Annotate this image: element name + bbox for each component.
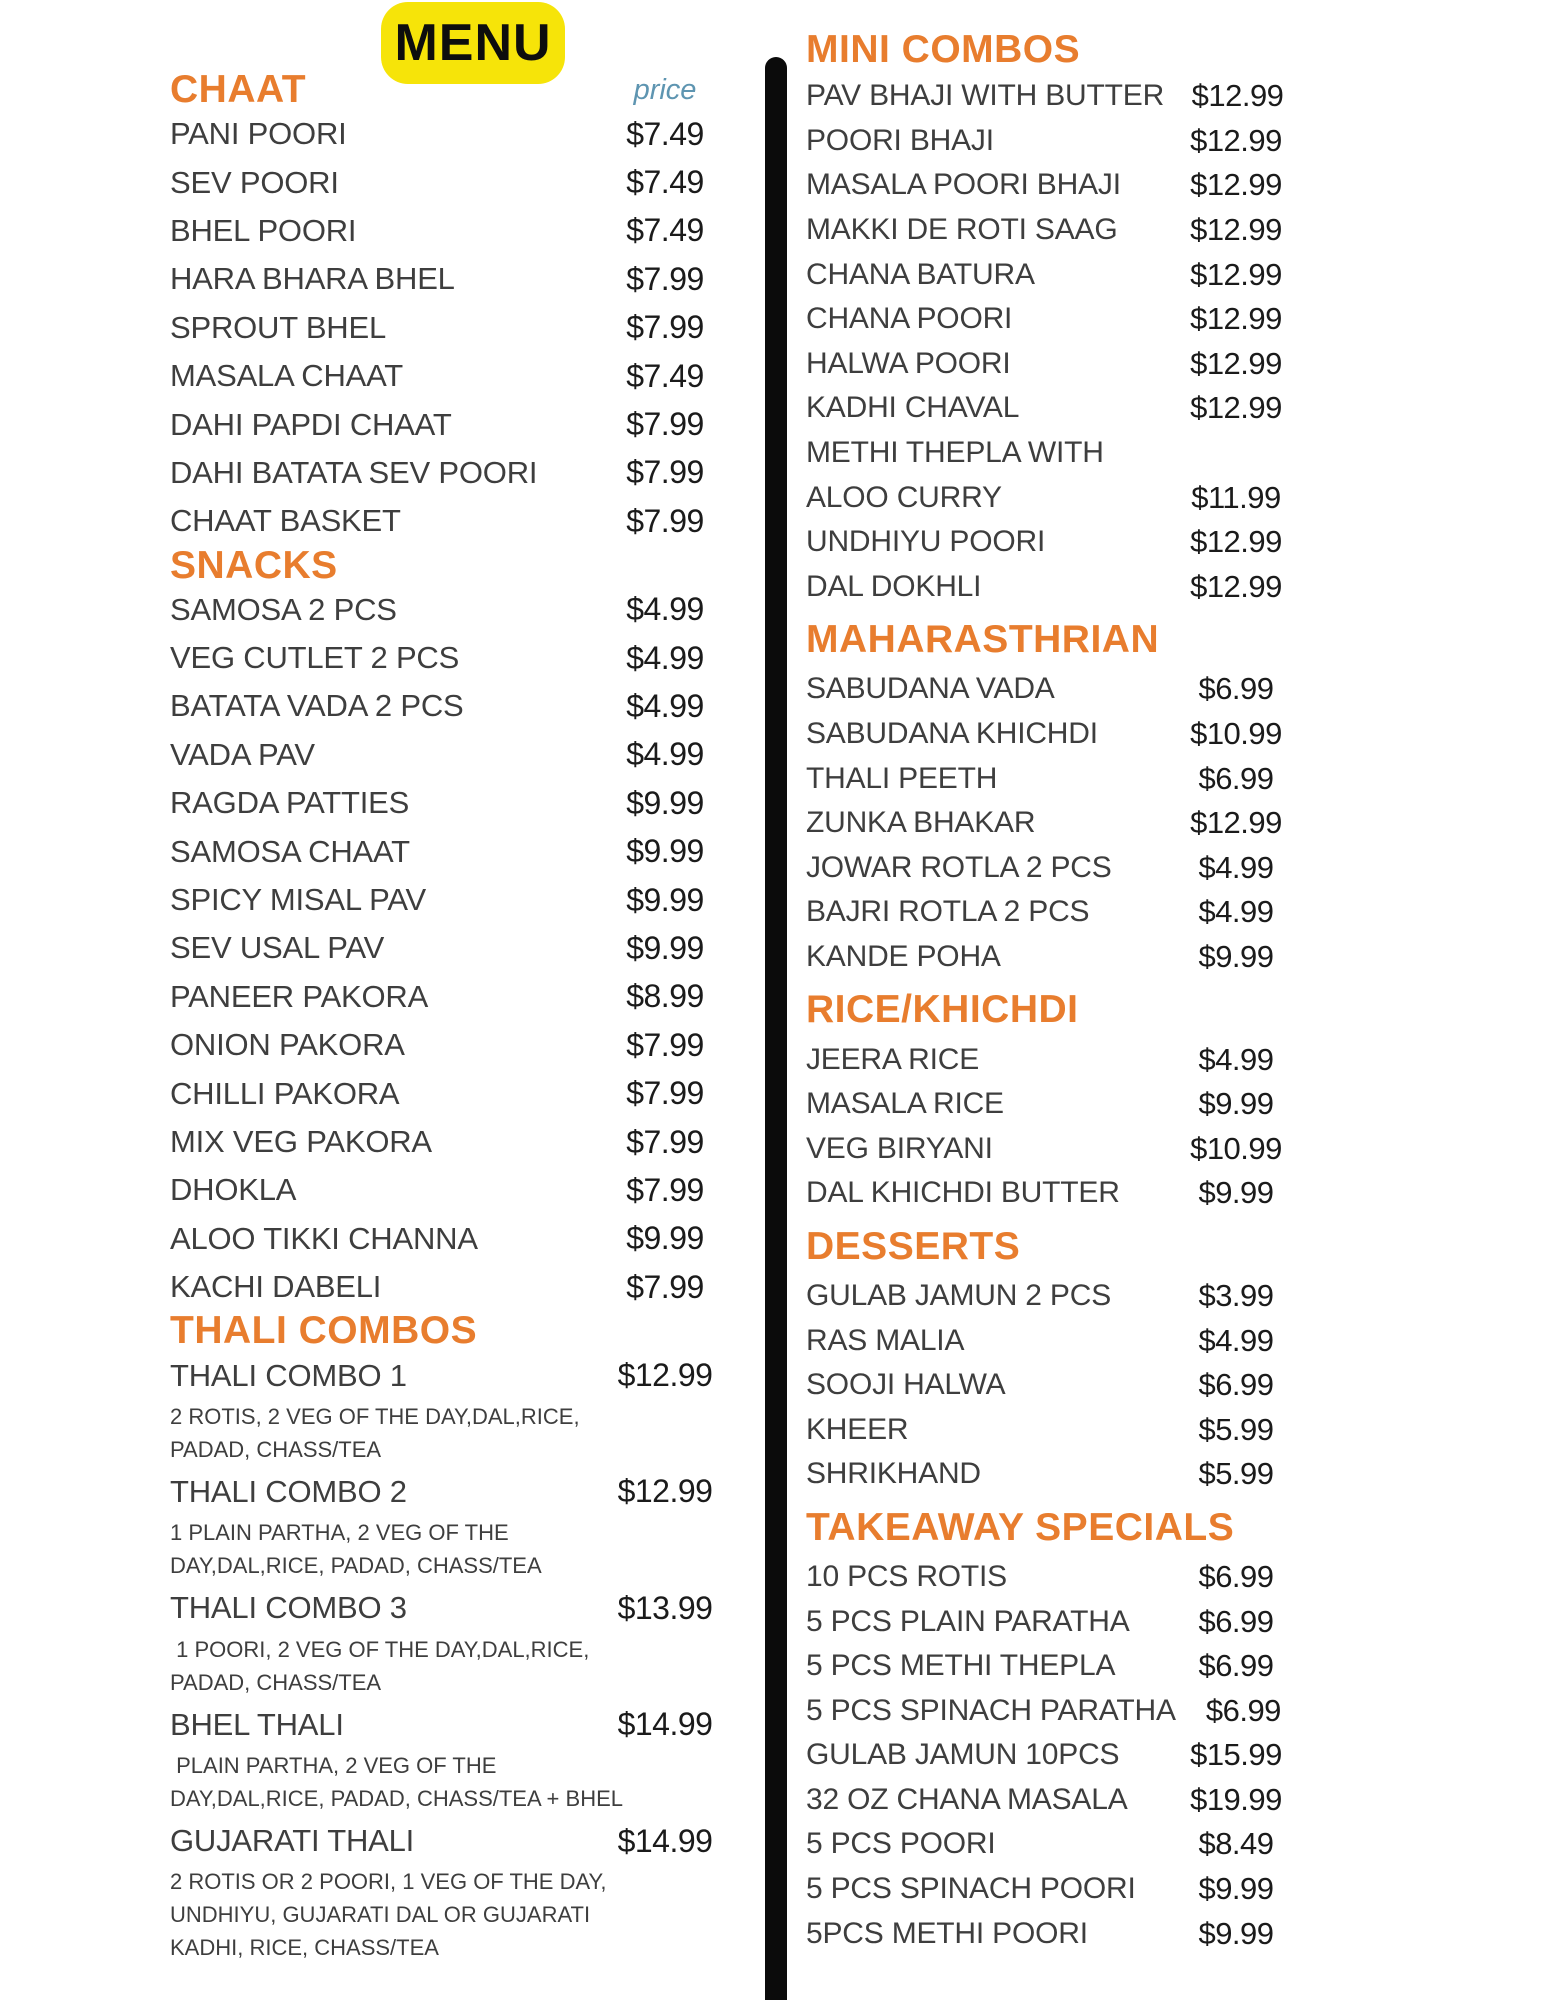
menu-item — [170, 924, 730, 972]
menu-item-name: SHRIKHAND — [806, 1457, 981, 1491]
menu-item-price: $7.49 — [626, 115, 704, 152]
menu-item — [170, 1069, 730, 1117]
menu-item — [170, 207, 730, 255]
menu-item-price: $12.99 — [1190, 568, 1282, 604]
menu-item-name: 5 PCS PLAIN PARATHA — [806, 1604, 1130, 1638]
menu-item-name: 5 PCS METHI THEPLA — [806, 1649, 1116, 1683]
menu-item-price: $9.99 — [626, 784, 704, 821]
menu-item — [170, 1021, 730, 1069]
menu-item — [170, 973, 730, 1021]
menu-item-price: $9.99 — [1198, 1915, 1274, 1951]
menu-item-row — [170, 1817, 730, 1865]
menu-item-price: $13.99 — [617, 1589, 713, 1626]
menu-item-price: $14.99 — [617, 1822, 713, 1859]
menu-item-row — [170, 1118, 730, 1166]
menu-item-row — [170, 352, 730, 400]
menu-item — [170, 255, 730, 303]
menu-item-name: 5 PCS SPINACH POORI — [806, 1872, 1136, 1906]
menu-item-row — [170, 1069, 730, 1117]
menu-item — [806, 386, 1311, 431]
menu-item-row — [170, 400, 730, 448]
menu-item-price: $9.99 — [626, 929, 704, 966]
menu-item-price: $7.99 — [626, 1171, 704, 1208]
menu-item — [170, 586, 730, 634]
section-title: SNACKS — [170, 543, 338, 587]
menu-item — [806, 342, 1311, 387]
section-title: MINI COMBOS — [806, 28, 1081, 71]
section-title: MAHARASTHRIAN — [806, 618, 1160, 662]
menu-item-price: $6.99 — [1198, 1367, 1274, 1403]
menu-item-name: ONION PAKORA — [170, 1027, 405, 1063]
menu-item-name: JOWAR ROTLA 2 PCS — [806, 850, 1112, 884]
menu-item — [806, 801, 1311, 846]
menu-item-name: 10 PCS ROTIS — [806, 1559, 1007, 1593]
menu-item-name: GULAB JAMUN 10PCS — [806, 1738, 1120, 1772]
menu-item — [806, 1126, 1311, 1171]
menu-item-row — [170, 924, 730, 972]
section-title: THALI COMBOS — [170, 1309, 478, 1353]
menu-item-row — [170, 1351, 730, 1399]
menu-item-description: 1 PLAIN PARTHA, 2 VEG OF THE — [170, 1520, 509, 1546]
menu-item-name: KHEER — [806, 1412, 909, 1446]
menu-item-price: $6.99 — [1198, 760, 1274, 796]
menu-item-description: 1 POORI, 2 VEG OF THE DAY,DAL,RICE, — [170, 1636, 590, 1662]
menu-item — [806, 1822, 1311, 1867]
menu-item — [806, 846, 1311, 891]
menu-item-row — [806, 1407, 1311, 1452]
menu-item-row — [170, 586, 730, 634]
menu-item-price: $7.99 — [626, 1026, 704, 1063]
menu-item-row — [806, 1688, 1311, 1733]
menu-item — [170, 827, 730, 875]
menu-item-name: CHANA BATURA — [806, 257, 1035, 291]
menu-item-row — [806, 252, 1311, 297]
menu-item — [806, 520, 1311, 565]
menu-item-row — [170, 682, 730, 730]
menu-item-name: MAKKI DE ROTI SAAG — [806, 213, 1118, 247]
menu-item-name: THALI COMBO 1 — [170, 1357, 407, 1393]
menu-section — [806, 617, 1311, 979]
menu-item-name: UNDHIYU POORI — [806, 525, 1046, 559]
menu-item-name: RAGDA PATTIES — [170, 785, 410, 821]
menu-item-price: $9.99 — [626, 881, 704, 918]
menu-item-price: $12.99 — [617, 1473, 713, 1510]
menu-item-name: CHAAT BASKET — [170, 503, 401, 539]
menu-item-row — [170, 1263, 730, 1311]
menu-item — [806, 890, 1311, 935]
menu-item-price: $7.99 — [626, 260, 704, 297]
menu-item-name: VADA PAV — [170, 736, 315, 772]
menu-item-row — [806, 1644, 1311, 1689]
menu-item-row — [806, 667, 1311, 712]
menu-item — [170, 1817, 730, 1964]
menu-item-row — [170, 876, 730, 924]
menu-item — [170, 158, 730, 206]
menu-item-name: BHEL POORI — [170, 212, 357, 248]
menu-item — [806, 565, 1311, 610]
menu-item — [806, 1171, 1311, 1216]
menu-item-row — [806, 1171, 1311, 1216]
menu-item-name: THALI COMBO 2 — [170, 1473, 407, 1509]
menu-item-name: DHOKLA — [170, 1172, 297, 1208]
menu-item-name: MASALA POORI BHAJI — [806, 168, 1121, 202]
menu-item-row — [806, 1363, 1311, 1408]
menu-item-name: SOOJI HALWA — [806, 1368, 1006, 1402]
menu-item-name: 5 PCS POORI — [806, 1827, 996, 1861]
menu-item-row — [806, 756, 1311, 801]
menu-item-row — [170, 634, 730, 682]
menu-item-description: UNDHIYU, GUJARATI DAL OR GUJARATI — [170, 1902, 591, 1928]
menu-item — [170, 304, 730, 352]
menu-item-name: MIX VEG PAKORA — [170, 1124, 432, 1159]
menu-item — [170, 1584, 730, 1698]
menu-item-row — [806, 890, 1311, 935]
menu-item — [806, 756, 1311, 801]
menu-item-name: DAHI PAPDI CHAAT — [170, 406, 452, 442]
menu-section — [806, 28, 1311, 609]
menu-item-row — [806, 1452, 1311, 1497]
menu-item-name: 32 OZ CHANA MASALA — [806, 1782, 1128, 1816]
menu-item-row — [806, 1037, 1311, 1082]
menu-item-price: $9.99 — [1198, 1871, 1274, 1907]
menu-item-name: DAHI BATATA SEV POORI — [170, 454, 538, 490]
menu-item-name: SAMOSA 2 PCS — [170, 591, 397, 627]
menu-item-description: 2 ROTIS, 2 VEG OF THE DAY,DAL,RICE, — [170, 1403, 580, 1429]
menu-item-price: $7.99 — [626, 502, 704, 539]
menu-item-price: $7.99 — [626, 1075, 704, 1112]
menu-item-row — [170, 779, 730, 827]
menu-item — [806, 74, 1311, 119]
menu-item — [170, 876, 730, 924]
menu-item — [806, 1318, 1311, 1363]
menu-item-name: POORI BHAJI — [806, 123, 994, 157]
menu-item — [806, 1688, 1311, 1733]
menu-item-name: ALOO TIKKI CHANNA — [170, 1220, 478, 1256]
menu-item-price: $10.99 — [1190, 716, 1282, 752]
menu-item-price: $7.49 — [626, 164, 704, 201]
menu-item-row — [806, 520, 1311, 565]
menu-item — [170, 1166, 730, 1214]
menu-badge-label: MENU — [394, 14, 552, 72]
menu-item-price: $9.99 — [626, 833, 704, 870]
menu-item-name: SABUDANA KHICHDI — [806, 717, 1098, 751]
menu-item-price: $12.99 — [617, 1357, 713, 1394]
menu-item-price: $4.99 — [1198, 1322, 1274, 1358]
menu-item-price: $7.99 — [626, 406, 704, 443]
price-column-label: price — [633, 74, 697, 106]
menu-item — [806, 1082, 1311, 1127]
menu-item-name: JEERA RICE — [806, 1042, 980, 1076]
menu-item-description: PLAIN PARTHA, 2 VEG OF THE — [170, 1752, 497, 1778]
menu-item-price: $9.99 — [1198, 1175, 1274, 1211]
menu-item-name: BHEL THALI — [170, 1706, 344, 1742]
menu-item — [806, 163, 1311, 208]
menu-item-name: MASALA CHAAT — [170, 358, 404, 394]
menu-column-right — [806, 28, 1311, 1956]
menu-item — [170, 1215, 730, 1263]
menu-item — [806, 1407, 1311, 1452]
section-title: RICE/KHICHDI — [806, 988, 1079, 1032]
menu-item — [170, 1701, 730, 1815]
menu-item — [170, 1351, 730, 1465]
menu-item-row — [170, 731, 730, 779]
menu-item-description: 2 ROTIS OR 2 POORI, 1 VEG OF THE DAY, — [170, 1869, 607, 1895]
menu-item-price: $7.99 — [626, 454, 704, 491]
menu-item-row — [806, 1867, 1311, 1912]
menu-item — [806, 1452, 1311, 1497]
menu-item-name: BATATA VADA 2 PCS — [170, 688, 464, 724]
menu-item-price: $6.99 — [1205, 1692, 1281, 1728]
menu-item — [806, 1911, 1311, 1956]
menu-item-row — [806, 1911, 1311, 1956]
menu-item-row — [806, 74, 1311, 119]
menu-item-row — [170, 255, 730, 303]
menu-item-row — [806, 1733, 1311, 1778]
menu-item-row — [170, 827, 730, 875]
menu-item-row — [170, 1021, 730, 1069]
menu-item-name: DAL DOKHLI — [806, 569, 982, 603]
menu-section — [170, 70, 730, 546]
menu-item-price: $9.99 — [1198, 1086, 1274, 1122]
menu-item-name: MASALA RICE — [806, 1087, 1004, 1121]
menu-item-name: GUJARATI THALI — [170, 1823, 415, 1859]
menu-item-price: $12.99 — [1190, 390, 1282, 426]
menu-item-price: $7.49 — [626, 357, 704, 394]
menu-item-price: $12.99 — [1191, 78, 1284, 114]
menu-item — [170, 634, 730, 682]
menu-item — [170, 1118, 730, 1166]
menu-item — [806, 297, 1311, 342]
menu-item-row — [806, 1822, 1311, 1867]
menu-item-name: METHI THEPLA WITH — [806, 436, 1104, 470]
menu-item-price: $7.99 — [626, 309, 704, 346]
menu-item-row — [806, 475, 1311, 520]
menu-item-price: $7.49 — [626, 212, 704, 249]
menu-item-price: $6.99 — [1198, 1603, 1274, 1639]
menu-item-name: ALOO CURRY — [806, 480, 1002, 514]
menu-item — [806, 1037, 1311, 1082]
menu-item — [806, 667, 1311, 712]
menu-item — [170, 1263, 730, 1311]
menu-item-description: PADAD, CHASS/TEA — [170, 1669, 382, 1695]
menu-item-row — [170, 1701, 730, 1749]
menu-item-price: $10.99 — [1190, 1130, 1282, 1166]
menu-item-row — [806, 1778, 1311, 1823]
menu-item-description: PADAD, CHASS/TEA — [170, 1436, 382, 1462]
menu-item-name: SPROUT BHEL — [170, 309, 387, 345]
menu-item-price: $4.99 — [626, 736, 704, 773]
menu-item-name: PANEER PAKORA — [170, 978, 429, 1014]
menu-item-row — [170, 1215, 730, 1263]
menu-item-price: $5.99 — [1198, 1456, 1274, 1492]
menu-item — [170, 497, 730, 545]
menu-item-price: $7.99 — [626, 1268, 704, 1305]
menu-item-row — [170, 1468, 730, 1516]
menu-item-name: 5PCS METHI POORI — [806, 1916, 1088, 1950]
menu-item — [806, 1363, 1311, 1408]
menu-item-row — [806, 297, 1311, 342]
column-divider — [765, 57, 787, 2000]
menu-item-name: ZUNKA BHAKAR — [806, 806, 1036, 840]
menu-section — [170, 1311, 730, 1964]
menu-item-name: CHANA POORI — [806, 302, 1013, 336]
menu-item-price: $3.99 — [1198, 1277, 1274, 1313]
menu-item-price: $12.99 — [1190, 301, 1282, 337]
menu-item — [170, 1468, 730, 1582]
menu-item — [806, 252, 1311, 297]
menu-item-row — [806, 712, 1311, 757]
menu-item-price: $4.99 — [626, 639, 704, 676]
menu-item-price: $12.99 — [1190, 212, 1282, 248]
menu-item — [170, 449, 730, 497]
menu-item-name: SEV POORI — [170, 164, 339, 200]
menu-item-name: KACHI DABELI — [170, 1269, 382, 1305]
menu-item-name: BAJRI ROTLA 2 PCS — [806, 895, 1090, 929]
menu-item-price: $4.99 — [626, 687, 704, 724]
menu-item-price: $11.99 — [1191, 479, 1281, 515]
menu-item-price: $12.99 — [1190, 345, 1282, 381]
menu-section — [806, 1505, 1311, 1956]
menu-item-price: $8.99 — [626, 978, 704, 1015]
menu-item-row — [806, 386, 1311, 431]
menu-item-row — [806, 1599, 1311, 1644]
menu-item-name: VEG CUTLET 2 PCS — [170, 640, 460, 676]
menu-item-price: $12.99 — [1190, 805, 1282, 841]
menu-item-price: $6.99 — [1198, 671, 1274, 707]
menu-item-row — [806, 1555, 1311, 1600]
menu-item-name: THALI COMBO 3 — [170, 1590, 407, 1626]
menu-item-price: $9.99 — [626, 1220, 704, 1257]
menu-item-row — [170, 497, 730, 545]
menu-item-name: SPICY MISAL PAV — [170, 882, 427, 918]
menu-item-price: $6.99 — [1198, 1558, 1274, 1594]
menu-item-price: $9.99 — [1198, 938, 1274, 974]
menu-item-row — [170, 449, 730, 497]
menu-item-name: 5 PCS SPINACH PARATHA — [806, 1693, 1176, 1727]
menu-item-row — [170, 1584, 730, 1632]
menu-item-name: RAS MALIA — [806, 1323, 965, 1357]
menu-item-price: $12.99 — [1190, 256, 1282, 292]
menu-section — [806, 1224, 1311, 1497]
menu-item-price: $7.99 — [626, 1123, 704, 1160]
menu-section — [170, 543, 730, 1312]
menu-item — [806, 431, 1311, 520]
section-title: CHAAT — [170, 68, 307, 111]
menu-item-name: GULAB JAMUN 2 PCS — [806, 1278, 1112, 1312]
menu-item-name: VEG BIRYANI — [806, 1131, 993, 1165]
menu-item-row — [806, 119, 1311, 164]
menu-item-price: $4.99 — [626, 591, 704, 628]
menu-item-description: DAY,DAL,RICE, PADAD, CHASS/TEA — [170, 1553, 542, 1579]
menu-item-name: SAMOSA CHAAT — [170, 833, 410, 869]
menu-item-row — [806, 342, 1311, 387]
menu-item-price: $4.99 — [1198, 849, 1274, 885]
menu-item-price: $14.99 — [617, 1706, 713, 1743]
menu-item-name: SABUDANA VADA — [806, 672, 1055, 706]
menu-item-name: SEV USAL PAV — [170, 930, 385, 966]
menu-item — [806, 1555, 1311, 1600]
menu-item-price: $15.99 — [1190, 1737, 1282, 1773]
menu-item — [170, 731, 730, 779]
menu-item-name: DAL KHICHDI BUTTER — [806, 1176, 1120, 1210]
menu-item-row — [806, 801, 1311, 846]
menu-item-name: PAV BHAJI WITH BUTTER — [806, 79, 1165, 113]
menu-item-price: $12.99 — [1190, 524, 1282, 560]
menu-item-price: $4.99 — [1198, 1041, 1274, 1077]
menu-item-row — [170, 973, 730, 1021]
menu-item — [806, 119, 1311, 164]
menu-section — [806, 987, 1311, 1215]
menu-item-name: KANDE POHA — [806, 939, 1001, 973]
menu-item — [170, 779, 730, 827]
section-title: DESSERTS — [806, 1224, 1021, 1268]
menu-item — [806, 935, 1311, 980]
section-title: TAKEAWAY SPECIALS — [806, 1505, 1235, 1549]
menu-item — [806, 1274, 1311, 1319]
menu-item-price: $6.99 — [1198, 1648, 1274, 1684]
menu-item-name: PANI POORI — [170, 116, 347, 152]
menu-item — [170, 682, 730, 730]
menu-item-price: $19.99 — [1190, 1781, 1282, 1817]
menu-item-description: DAY,DAL,RICE, PADAD, CHASS/TEA + BHEL — [170, 1785, 623, 1811]
menu-item — [806, 712, 1311, 757]
menu-item-description: KADHI, RICE, CHASS/TEA — [170, 1935, 439, 1961]
menu-item-name: HALWA POORI — [806, 346, 1011, 380]
menu-item-row — [806, 1274, 1311, 1319]
menu-item-row — [806, 163, 1311, 208]
menu-item — [806, 1599, 1311, 1644]
menu-item-row — [806, 935, 1311, 980]
menu-item-row — [806, 208, 1311, 253]
menu-item-price: $5.99 — [1198, 1411, 1274, 1447]
menu-item-row — [806, 431, 1311, 476]
menu-item — [170, 110, 730, 158]
menu-item-price: $12.99 — [1190, 167, 1282, 203]
menu-item-row — [806, 565, 1311, 610]
menu-item-row — [170, 1166, 730, 1214]
menu-item-price: $12.99 — [1190, 122, 1282, 158]
menu-item — [170, 352, 730, 400]
menu-item-price: $4.99 — [1198, 894, 1274, 930]
menu-item — [806, 1733, 1311, 1778]
menu-item-name: HARA BHARA BHEL — [170, 261, 455, 297]
menu-item — [806, 1778, 1311, 1823]
menu-item-row — [806, 1126, 1311, 1171]
menu-column-left — [170, 0, 730, 1966]
menu-item-row — [170, 110, 730, 158]
menu-item-price: $8.49 — [1198, 1826, 1274, 1862]
menu-item — [806, 1867, 1311, 1912]
menu-item — [806, 1644, 1311, 1689]
menu-item-row — [806, 1318, 1311, 1363]
menu-item — [170, 400, 730, 448]
menu-item-row — [170, 207, 730, 255]
menu-item-name: CHILLI PAKORA — [170, 1075, 400, 1111]
menu-item-name: KADHI CHAVAL — [806, 391, 1020, 425]
menu-item-row — [806, 846, 1311, 891]
menu-item-row — [170, 158, 730, 206]
menu-item — [806, 208, 1311, 253]
menu-item-name: THALI PEETH — [806, 761, 998, 795]
menu-item-row — [170, 304, 730, 352]
menu-item-row — [806, 1082, 1311, 1127]
